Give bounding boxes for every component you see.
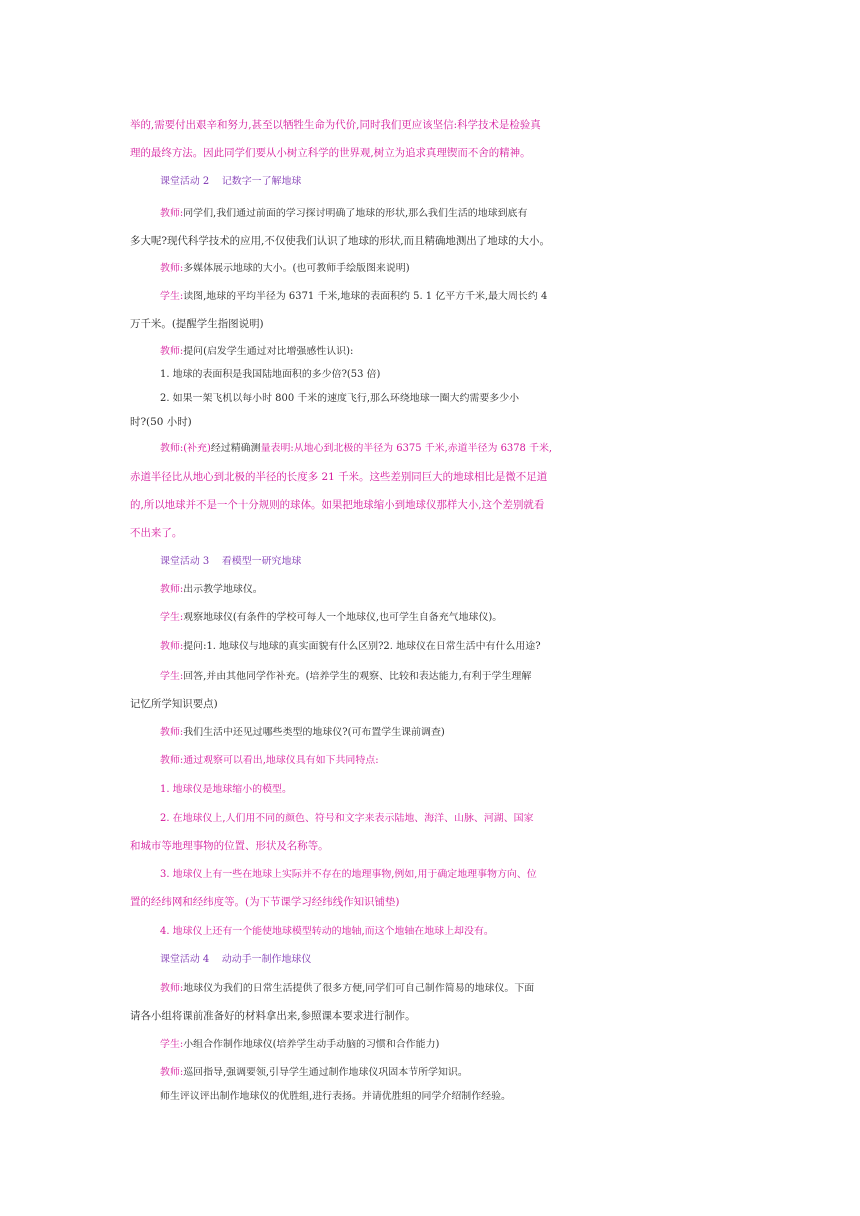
text-run: 师生评议评出制作地球仪的优胜组,进行表扬。并请优胜组的同学介绍制作经验。 (160, 1091, 511, 1102)
text-line (0, 407, 860, 433)
text-line (0, 546, 860, 572)
text-line (0, 138, 860, 164)
text-run: 读图,地球的平均半径为 6371 千米,地球的表面积约 5. 1 亿平方千米,最大周长约 4 (183, 291, 548, 302)
text-line (0, 831, 860, 857)
text-run: 不出来了。 (130, 527, 183, 539)
text-run: 教师: (160, 1067, 184, 1078)
text-run: 3. 地球仪上有一些在地球上实际并不存在的地理事物,例如,用于确定地理事物方向、位 (160, 869, 537, 880)
text-line (0, 433, 860, 459)
text-line (0, 859, 860, 885)
text-run: 小组合作制作地球仪(培养学生动手动脑的习惯和合作能力) (183, 1039, 440, 1050)
text-run: 教师:(补充) (160, 443, 211, 454)
text-run: 教师: (160, 727, 184, 738)
text-run: 学生: (160, 291, 184, 302)
text-run: 出示教学地球仪。 (183, 584, 263, 595)
text-line (0, 1029, 860, 1055)
text-line (0, 1001, 860, 1027)
text-line (0, 689, 860, 715)
text-run: 多大呢?现代科学技术的应用,不仅使我们认识了地球的形状,而且精确地测出了地球的大小。 (130, 235, 550, 247)
text-line (0, 631, 860, 657)
text-run: 提问(启发学生通过对比增强感性认识): (183, 346, 354, 357)
text-run: 1. 地球的表面积是我国陆地面积的多少倍?(53 倍) (160, 369, 381, 380)
text-line (0, 774, 860, 800)
text-run: 置的经纬网和经纬度等。(为下节课学习经纬线作知识铺垫) (130, 896, 400, 908)
text-run: 记忆所学知识要点) (130, 698, 218, 710)
text-line (0, 518, 860, 544)
text-run: 赤道半径比从地心到北极的半径的长度多 21 千米。这些差别同巨大的地球相比是微不足道 (130, 471, 548, 483)
text-line (0, 803, 860, 829)
text-run: 教师: (160, 584, 184, 595)
text-line (0, 110, 860, 136)
text-run: 提问:1. 地球仪与地球的真实面貌有什么区别?2. 地球仪在日常生活中有什么用途? (183, 641, 541, 652)
text-line (0, 359, 860, 385)
text-run: 教师: (160, 263, 184, 274)
text-run: 课堂活动 3 看模型一研究地球 (160, 556, 302, 567)
text-line (0, 1057, 860, 1083)
text-run: 2. 在地球仪上,人们用不同的颜色、符号和文字来表示陆地、海洋、山脉、河湖、国家 (160, 813, 534, 824)
text-line (0, 1081, 860, 1107)
text-line (0, 226, 860, 252)
text-run: 经过精确测 (210, 443, 261, 454)
text-run: 量表明:从地心到北极的半径为 6375 千米,赤道半径为 6378 千米, (260, 443, 553, 454)
text-line (0, 602, 860, 628)
text-line (0, 198, 860, 224)
text-run: 巡回指导,强调要领,引导学生通过制作地球仪巩固本节所学知识。 (183, 1067, 468, 1078)
text-run: 回答,并由其他同学作补充。(培养学生的观察、比较和表达能力,有利于学生理解 (183, 671, 532, 682)
text-line (0, 574, 860, 600)
text-line (0, 253, 860, 279)
text-line (0, 309, 860, 335)
text-run: 学生: (160, 671, 184, 682)
text-run: 教师:通过观察可以看出,地球仪具有如下共同特点: (160, 755, 379, 766)
text-line (0, 661, 860, 687)
text-run: 教师: (160, 346, 184, 357)
text-run: 观察地球仪(有条件的学校可每人一个地球仪,也可学生自备充气地球仪)。 (183, 612, 503, 623)
text-run: 地球仪为我们的日常生活提供了很多方便,同学们可自己制作简易的地球仪。下面 (183, 983, 535, 994)
text-run: 万千米。(提醒学生指图说明) (130, 318, 264, 330)
text-run: 教师: (160, 208, 184, 219)
text-run: 的,所以地球并不是一个十分规则的球体。如果把地球缩小到地球仪那样大小,这个差别就看 (130, 499, 545, 511)
text-line (0, 166, 860, 192)
text-run: 多媒体展示地球的大小。(也可教师手绘版图来说明) (183, 263, 410, 274)
text-run: 2. 如果一架飞机以每小时 800 千米的速度飞行,那么环绕地球一圈大约需要多少小 (160, 393, 520, 404)
text-run: 4. 地球仪上还有一个能使地球模型转动的地轴,而这个地轴在地球上却没有。 (160, 926, 494, 937)
text-run: 请各小组将课前准备好的材料拿出来,参照课本要求进行制作。 (130, 1010, 416, 1022)
text-line (0, 916, 860, 942)
text-run: 理的最终方法。因此同学们要从小树立科学的世界观,树立为追求真理锲而不舍的精神。 (130, 147, 531, 159)
text-run: 教师: (160, 641, 184, 652)
text-run: 教师: (160, 983, 184, 994)
text-line (0, 887, 860, 913)
text-run: 课堂活动 2 记数字一了解地球 (160, 176, 302, 187)
text-run: 同学们,我们通过前面的学习探讨明确了地球的形状,那么我们生活的地球到底有 (183, 208, 528, 219)
text-run: 和城市等地理事物的位置、形状及名称等。 (130, 840, 329, 852)
text-line (0, 745, 860, 771)
text-run: 1. 地球仪是地球缩小的模型。 (160, 784, 292, 795)
text-run: 学生: (160, 612, 184, 623)
text-line (0, 717, 860, 743)
text-line (0, 490, 860, 516)
text-run: 举的,需要付出艰辛和努力,甚至以牺牲生命为代价,同时我们更应该坚信:科学技术是检验真 (130, 119, 541, 131)
text-run: 我们生活中还见过哪些类型的地球仪?(可布置学生课前调查) (183, 727, 445, 738)
text-run: 课堂活动 4 动动手一制作地球仪 (160, 954, 312, 965)
text-run: 时?(50 小时) (130, 416, 192, 428)
text-line (0, 944, 860, 970)
text-run: 学生: (160, 1039, 184, 1050)
text-line (0, 383, 860, 409)
text-line (0, 462, 860, 488)
text-line (0, 973, 860, 999)
text-line (0, 281, 860, 307)
